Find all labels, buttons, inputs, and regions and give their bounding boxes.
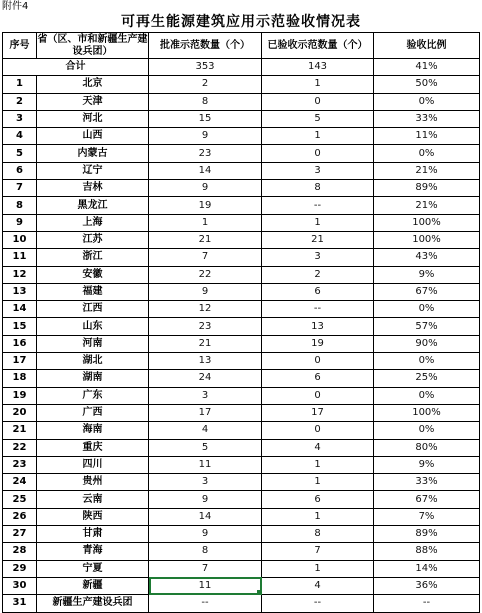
cell-approved[interactable]: 3 (149, 474, 262, 491)
cell-no[interactable]: 3 (3, 110, 37, 127)
header-ratio[interactable]: 验收比例 (374, 33, 480, 59)
cell-approved[interactable]: 8 (149, 93, 262, 110)
header-region[interactable]: 省（区、市和新疆生产建设兵团） (37, 33, 148, 57)
cell-no[interactable]: 10 (3, 231, 37, 248)
cell-approved[interactable]: 15 (149, 110, 262, 127)
table-row (3, 526, 480, 543)
cell-approved[interactable]: 9 (149, 180, 262, 197)
table-row (3, 439, 480, 456)
cell-accepted[interactable]: 1 (262, 76, 374, 93)
table-row (3, 456, 480, 473)
cell-accepted[interactable]: 21 (262, 231, 374, 248)
table-row (3, 508, 480, 525)
cell-accepted[interactable]: -- (262, 197, 374, 214)
cell-ratio[interactable]: 50% (374, 76, 480, 93)
cell-region[interactable]: 新疆生产建设兵团 (37, 595, 149, 612)
cell-region[interactable]: 重庆 (37, 439, 149, 456)
table-row (3, 76, 480, 93)
cell-no[interactable]: 12 (3, 266, 37, 283)
table-row (3, 249, 480, 266)
cell-ratio[interactable]: 43% (374, 249, 480, 266)
cell-region[interactable]: 吉林 (37, 180, 149, 197)
cell-accepted[interactable]: 6 (262, 370, 374, 387)
cell-approved[interactable]: 14 (149, 508, 262, 525)
table-row (3, 128, 480, 145)
table-row (3, 231, 480, 248)
cell-region[interactable]: 辽宁 (37, 162, 149, 179)
selected-cell[interactable]: 11 (149, 577, 262, 594)
cell-ratio[interactable]: 11% (374, 128, 480, 145)
table-row (3, 595, 480, 612)
cell-ratio[interactable]: 21% (374, 197, 480, 214)
cell-region[interactable]: 黑龙江 (37, 197, 149, 214)
cell-ratio[interactable]: 67% (374, 491, 480, 508)
cell-ratio[interactable]: 0% (374, 93, 480, 110)
cell-region[interactable]: 北京 (37, 76, 149, 93)
cell-approved[interactable]: 8 (149, 543, 262, 560)
cell-no[interactable]: 25 (3, 491, 37, 508)
cell-accepted[interactable]: 0 (262, 422, 374, 439)
cell-no[interactable]: 15 (3, 318, 37, 335)
cell-region[interactable]: 湖北 (37, 353, 149, 370)
cell-accepted[interactable]: 0 (262, 353, 374, 370)
table-row (3, 145, 480, 162)
cell-region[interactable]: 上海 (37, 214, 149, 231)
cell-ratio[interactable]: 0% (374, 145, 480, 162)
cell-no[interactable]: 26 (3, 508, 37, 525)
table-row (3, 474, 480, 491)
cell-accepted[interactable]: 0 (262, 145, 374, 162)
cell-no[interactable]: 2 (3, 93, 37, 110)
cell-ratio[interactable]: 100% (374, 214, 480, 231)
header-approved[interactable]: 批准示范数量（个） (149, 33, 262, 59)
cell-accepted[interactable]: 1 (262, 560, 374, 577)
cell-region[interactable]: 海南 (37, 422, 149, 439)
cell-region[interactable]: 江苏 (37, 231, 149, 248)
total-accepted[interactable]: 143 (262, 59, 374, 76)
cell-no[interactable]: 17 (3, 353, 37, 370)
acceptance-table (2, 32, 480, 613)
cell-accepted[interactable]: -- (262, 301, 374, 318)
table-row (3, 93, 480, 110)
table-row (3, 318, 480, 335)
cell-accepted[interactable]: 17 (262, 404, 374, 421)
table-row (3, 543, 480, 560)
cell-region[interactable]: 内蒙古 (37, 145, 149, 162)
cell-approved[interactable]: 21 (149, 231, 262, 248)
cell-region[interactable]: 广西 (37, 404, 149, 421)
cell-no[interactable]: 28 (3, 543, 37, 560)
cell-accepted[interactable]: 8 (262, 180, 374, 197)
cell-ratio[interactable]: 36% (374, 577, 480, 594)
cell-ratio[interactable]: 7% (374, 508, 480, 525)
table-row (3, 404, 480, 421)
cell-accepted[interactable]: 6 (262, 283, 374, 300)
cell-region[interactable]: 甘肃 (37, 526, 149, 543)
cell-region[interactable]: 浙江 (37, 249, 149, 266)
table-row (3, 560, 480, 577)
cell-no[interactable]: 21 (3, 422, 37, 439)
cell-accepted[interactable]: 0 (262, 93, 374, 110)
cell-accepted[interactable]: 3 (262, 249, 374, 266)
cell-approved[interactable]: 4 (149, 422, 262, 439)
cell-region[interactable]: 山东 (37, 318, 149, 335)
cell-region[interactable]: 河北 (37, 110, 149, 127)
table-row (3, 214, 480, 231)
cell-no[interactable]: 31 (3, 595, 37, 612)
header-accepted[interactable]: 已验收示范数量（个） (262, 33, 374, 59)
cell-no[interactable]: 9 (3, 214, 37, 231)
cell-ratio[interactable]: 57% (374, 318, 480, 335)
cell-ratio[interactable]: 0% (374, 301, 480, 318)
cell-accepted[interactable]: 1 (262, 474, 374, 491)
cell-region[interactable]: 四川 (37, 456, 149, 473)
total-label[interactable]: 合计 (3, 59, 149, 76)
cell-no[interactable]: 14 (3, 301, 37, 318)
cell-approved[interactable]: 9 (149, 128, 262, 145)
cell-region[interactable]: 云南 (37, 491, 149, 508)
table-row (3, 491, 480, 508)
cell-approved[interactable]: 5 (149, 439, 262, 456)
cell-approved[interactable]: 2 (149, 76, 262, 93)
cell-accepted[interactable]: 8 (262, 526, 374, 543)
cell-region[interactable]: 福建 (37, 283, 149, 300)
cell-no[interactable]: 27 (3, 526, 37, 543)
cell-accepted[interactable]: 4 (262, 439, 374, 456)
cell-no[interactable]: 24 (3, 474, 37, 491)
cell-accepted[interactable]: 1 (262, 456, 374, 473)
table-row (3, 266, 480, 283)
cell-ratio[interactable]: 100% (374, 231, 480, 248)
cell-approved[interactable]: 19 (149, 197, 262, 214)
cell-approved[interactable]: 13 (149, 353, 262, 370)
cell-no[interactable]: 6 (3, 162, 37, 179)
table-row (3, 335, 480, 352)
cell-accepted[interactable]: 19 (262, 335, 374, 352)
cell-approved[interactable]: 22 (149, 266, 262, 283)
cell-ratio[interactable]: 9% (374, 266, 480, 283)
cell-ratio[interactable]: 67% (374, 283, 480, 300)
table-row (3, 283, 480, 300)
cell-region[interactable]: 青海 (37, 543, 149, 560)
cell-ratio[interactable]: 100% (374, 404, 480, 421)
cell-no[interactable]: 5 (3, 145, 37, 162)
cell-ratio[interactable]: 9% (374, 456, 480, 473)
cell-approved[interactable]: 12 (149, 301, 262, 318)
cell-accepted[interactable]: 5 (262, 110, 374, 127)
cell-ratio[interactable]: 0% (374, 422, 480, 439)
cell-approved[interactable]: 23 (149, 145, 262, 162)
cell-approved[interactable]: 9 (149, 491, 262, 508)
cell-no[interactable]: 16 (3, 335, 37, 352)
cell-approved[interactable]: 17 (149, 404, 262, 421)
table-row (3, 197, 480, 214)
cell-ratio[interactable]: 25% (374, 370, 480, 387)
cell-approved[interactable]: 24 (149, 370, 262, 387)
cell-no[interactable]: 23 (3, 456, 37, 473)
cell-approved[interactable]: 3 (149, 387, 262, 404)
cell-no[interactable]: 1 (3, 76, 37, 93)
table-row (3, 577, 480, 594)
table-row (3, 301, 480, 318)
cell-region[interactable]: 安徽 (37, 266, 149, 283)
cell-region[interactable]: 宁夏 (37, 560, 149, 577)
cell-no[interactable]: 13 (3, 283, 37, 300)
cell-accepted[interactable]: 2 (262, 266, 374, 283)
header-no[interactable]: 序号 (3, 33, 37, 59)
cell-accepted[interactable]: -- (262, 595, 374, 612)
header-row (3, 33, 480, 59)
fill-handle[interactable] (257, 590, 262, 595)
cell-ratio[interactable]: 21% (374, 162, 480, 179)
cell-accepted[interactable]: 1 (262, 214, 374, 231)
cell-no[interactable]: 19 (3, 387, 37, 404)
total-row (3, 59, 480, 76)
cell-ratio[interactable]: 88% (374, 543, 480, 560)
cell-region[interactable]: 天津 (37, 93, 149, 110)
cell-no[interactable]: 4 (3, 128, 37, 145)
cell-approved[interactable]: 7 (149, 560, 262, 577)
cell-approved[interactable]: 23 (149, 318, 262, 335)
page-title[interactable]: 可再生能源建筑应用示范验收情况表 (121, 14, 361, 30)
cell-no[interactable]: 30 (3, 577, 37, 594)
cell-ratio[interactable]: 0% (374, 387, 480, 404)
cell-approved[interactable]: 9 (149, 526, 262, 543)
cell-ratio[interactable]: 0% (374, 353, 480, 370)
cell-approved[interactable]: 9 (149, 283, 262, 300)
cell-ratio[interactable]: 89% (374, 180, 480, 197)
cell-ratio[interactable]: 80% (374, 439, 480, 456)
cell-ratio[interactable]: 89% (374, 526, 480, 543)
cell-accepted[interactable]: 3 (262, 162, 374, 179)
table-body (3, 59, 480, 613)
cell-ratio[interactable]: 33% (374, 110, 480, 127)
cell-accepted[interactable]: 1 (262, 508, 374, 525)
table-row (3, 162, 480, 179)
cell-no[interactable]: 29 (3, 560, 37, 577)
table-row (3, 370, 480, 387)
cell-accepted[interactable]: 7 (262, 543, 374, 560)
cell-no[interactable]: 7 (3, 180, 37, 197)
cell-ratio[interactable]: 14% (374, 560, 480, 577)
cell-no[interactable]: 22 (3, 439, 37, 456)
total-approved[interactable]: 353 (149, 59, 262, 76)
cell-ratio[interactable]: 90% (374, 335, 480, 352)
cell-approved[interactable]: -- (149, 595, 262, 612)
cell-accepted[interactable]: 4 (262, 577, 374, 594)
table-row (3, 180, 480, 197)
cell-region[interactable]: 湖南 (37, 370, 149, 387)
cell-no[interactable]: 20 (3, 404, 37, 421)
cell-region[interactable]: 江西 (37, 301, 149, 318)
cell-accepted[interactable]: 0 (262, 387, 374, 404)
cell-region[interactable]: 新疆 (37, 577, 149, 594)
cell-no[interactable]: 8 (3, 197, 37, 214)
cell-no[interactable]: 11 (3, 249, 37, 266)
cell-approved[interactable]: 11 (149, 456, 262, 473)
cell-region[interactable]: 山西 (37, 128, 149, 145)
cell-ratio[interactable]: -- (374, 595, 480, 612)
cell-region[interactable]: 陕西 (37, 508, 149, 525)
cell-approved[interactable]: 14 (149, 162, 262, 179)
cell-approved[interactable]: 1 (149, 214, 262, 231)
table-row (3, 422, 480, 439)
attachment-label[interactable]: 附件4 (2, 1, 29, 12)
cell-no[interactable]: 18 (3, 370, 37, 387)
table-row (3, 110, 480, 127)
cell-ratio[interactable]: 33% (374, 474, 480, 491)
table-row (3, 353, 480, 370)
total-ratio[interactable]: 41% (374, 59, 480, 76)
cell-accepted[interactable]: 1 (262, 128, 374, 145)
cell-accepted[interactable]: 6 (262, 491, 374, 508)
table-row (3, 387, 480, 404)
cell-region[interactable]: 广东 (37, 387, 149, 404)
cell-region[interactable]: 贵州 (37, 474, 149, 491)
cell-approved[interactable]: 21 (149, 335, 262, 352)
cell-region[interactable]: 河南 (37, 335, 149, 352)
cell-accepted[interactable]: 13 (262, 318, 374, 335)
cell-approved[interactable]: 7 (149, 249, 262, 266)
